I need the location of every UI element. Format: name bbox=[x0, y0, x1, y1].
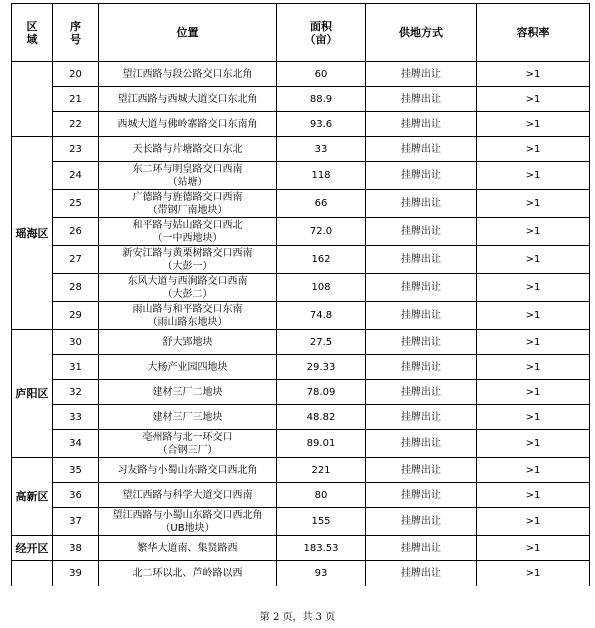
seq-cell: 34 bbox=[53, 430, 99, 458]
area-cell: 74.8 bbox=[277, 302, 366, 330]
supply-cell: 挂牌出让 bbox=[366, 87, 477, 112]
area-cell: 93 bbox=[277, 561, 366, 586]
table-row bbox=[12, 162, 590, 190]
area-cell: 60 bbox=[277, 62, 366, 87]
area-cell: 118 bbox=[277, 162, 366, 190]
location-cell bbox=[99, 536, 277, 561]
far-cell: >1 bbox=[477, 405, 590, 430]
seq-cell: 22 bbox=[53, 112, 99, 137]
table-row bbox=[12, 561, 590, 586]
seq-cell: 29 bbox=[53, 302, 99, 330]
location-cell bbox=[99, 274, 277, 302]
area-cell: 66 bbox=[277, 190, 366, 218]
far-cell: >1 bbox=[477, 87, 590, 112]
location-cell bbox=[99, 246, 277, 274]
seq-cell: 36 bbox=[53, 483, 99, 508]
table-header-row bbox=[12, 4, 590, 62]
supply-cell: 挂牌出让 bbox=[366, 458, 477, 483]
location-cell bbox=[99, 355, 277, 380]
seq-cell: 24 bbox=[53, 162, 99, 190]
area-cell: 33 bbox=[277, 137, 366, 162]
location-cell bbox=[99, 380, 277, 405]
seq-cell: 25 bbox=[53, 190, 99, 218]
area-cell: 162 bbox=[277, 246, 366, 274]
seq-cell: 28 bbox=[53, 274, 99, 302]
header-district bbox=[12, 4, 53, 62]
page-footer: 第 2 页，共 3 页 bbox=[259, 612, 336, 623]
supply-cell: 挂牌出让 bbox=[366, 380, 477, 405]
location-cell bbox=[99, 218, 277, 246]
location-line: 舒大郢地块 bbox=[162, 336, 213, 348]
table-row bbox=[12, 508, 590, 536]
header-seq bbox=[53, 4, 99, 62]
supply-cell: 挂牌出让 bbox=[366, 405, 477, 430]
supply-cell: 挂牌出让 bbox=[366, 112, 477, 137]
far-cell: >1 bbox=[477, 483, 590, 508]
district-cell bbox=[12, 561, 53, 586]
area-cell: 89.01 bbox=[277, 430, 366, 458]
far-cell: >1 bbox=[477, 561, 590, 586]
far-cell: >1 bbox=[477, 430, 590, 458]
table-row bbox=[12, 430, 590, 458]
supply-cell: 挂牌出让 bbox=[366, 330, 477, 355]
district-cell: 高新区 bbox=[12, 458, 53, 536]
area-cell: 48.82 bbox=[277, 405, 366, 430]
seq-cell: 35 bbox=[53, 458, 99, 483]
table-row bbox=[12, 112, 590, 137]
table-row bbox=[12, 483, 590, 508]
seq-cell: 31 bbox=[53, 355, 99, 380]
far-cell: >1 bbox=[477, 330, 590, 355]
table-row bbox=[12, 458, 590, 483]
area-cell: 80 bbox=[277, 483, 366, 508]
location-line: 新安江路与黄栗树路交口西南 bbox=[122, 247, 253, 259]
far-cell: >1 bbox=[477, 355, 590, 380]
far-cell: >1 bbox=[477, 218, 590, 246]
location-cell bbox=[99, 430, 277, 458]
location-cell bbox=[99, 162, 277, 190]
supply-cell: 挂牌出让 bbox=[366, 62, 477, 87]
location-line: 建材三厂三地块 bbox=[152, 411, 223, 423]
supply-cell: 挂牌出让 bbox=[366, 483, 477, 508]
table-row bbox=[12, 218, 590, 246]
far-cell: >1 bbox=[477, 137, 590, 162]
area-cell: 93.6 bbox=[277, 112, 366, 137]
location-cell bbox=[99, 330, 277, 355]
district-cell: 经开区 bbox=[12, 536, 53, 561]
location-line: 大杨产业园四地块 bbox=[147, 361, 228, 373]
seq-cell: 23 bbox=[53, 137, 99, 162]
location-cell bbox=[99, 302, 277, 330]
area-cell: 108 bbox=[277, 274, 366, 302]
location-cell bbox=[99, 137, 277, 162]
area-cell: 183.53 bbox=[277, 536, 366, 561]
location-line: （大彭一） bbox=[162, 260, 213, 272]
area-cell: 88.9 bbox=[277, 87, 366, 112]
far-cell: >1 bbox=[477, 508, 590, 536]
header-far: 容积率 bbox=[477, 4, 590, 62]
supply-cell: 挂牌出让 bbox=[366, 137, 477, 162]
location-cell bbox=[99, 458, 277, 483]
supply-cell: 挂牌出让 bbox=[366, 162, 477, 190]
location-line: 雨山路与和平路交口东南 bbox=[132, 303, 243, 315]
district-cell: 瑶海区 bbox=[12, 137, 53, 330]
location-line: 东风大道与西涧路交口西南 bbox=[127, 275, 248, 287]
area-cell: 221 bbox=[277, 458, 366, 483]
location-line: （站塘） bbox=[167, 176, 208, 188]
location-line: 繁华大道南、集贤路西 bbox=[137, 542, 238, 554]
location-cell bbox=[99, 483, 277, 508]
header-area-line: 面积 bbox=[310, 19, 332, 33]
table-row bbox=[12, 274, 590, 302]
table-row bbox=[12, 380, 590, 405]
far-cell: >1 bbox=[477, 274, 590, 302]
location-line: 东二环与明皇路交口西南 bbox=[132, 163, 243, 175]
seq-cell: 38 bbox=[53, 536, 99, 561]
location-line: 望江西路与小蜀山东路交口西北角 bbox=[112, 509, 263, 521]
supply-cell: 挂牌出让 bbox=[366, 355, 477, 380]
header-area-line: （亩） bbox=[304, 32, 338, 46]
supply-cell: 挂牌出让 bbox=[366, 508, 477, 536]
supply-cell: 挂牌出让 bbox=[366, 274, 477, 302]
location-line: 望江西路与西城大道交口东北角 bbox=[117, 93, 258, 105]
supply-cell: 挂牌出让 bbox=[366, 246, 477, 274]
seq-cell: 26 bbox=[53, 218, 99, 246]
location-line: 北二环以北、芦岭路以西 bbox=[132, 567, 243, 579]
area-cell: 29.33 bbox=[277, 355, 366, 380]
supply-cell: 挂牌出让 bbox=[366, 430, 477, 458]
location-cell bbox=[99, 405, 277, 430]
seq-cell: 32 bbox=[53, 380, 99, 405]
location-line: 和平路与姑山路交口西北 bbox=[132, 219, 243, 231]
location-line: 亳州路与北一环交口 bbox=[142, 431, 233, 443]
table-row bbox=[12, 87, 590, 112]
location-line: （大彭二） bbox=[162, 288, 213, 300]
seq-cell: 20 bbox=[53, 62, 99, 87]
area-cell: 72.0 bbox=[277, 218, 366, 246]
table-row bbox=[12, 405, 590, 430]
supply-cell: 挂牌出让 bbox=[366, 561, 477, 586]
header-seq-line: 号 bbox=[70, 32, 81, 46]
location-line: （一中西地块） bbox=[152, 232, 223, 244]
location-line: 广德路与旌德路交口西南 bbox=[132, 191, 243, 203]
seq-cell: 21 bbox=[53, 87, 99, 112]
header-seq-line: 序 bbox=[70, 19, 81, 33]
location-line: 习友路与小蜀山东路交口西北角 bbox=[117, 464, 258, 476]
header-location: 位置 bbox=[99, 4, 277, 62]
table-row bbox=[12, 330, 590, 355]
location-cell bbox=[99, 508, 277, 536]
supply-cell: 挂牌出让 bbox=[366, 218, 477, 246]
far-cell: >1 bbox=[477, 458, 590, 483]
location-cell bbox=[99, 87, 277, 112]
table-row bbox=[12, 246, 590, 274]
location-line: 西城大道与佛岭寨路交口东南角 bbox=[117, 118, 258, 130]
supply-cell: 挂牌出让 bbox=[366, 536, 477, 561]
table-row bbox=[12, 302, 590, 330]
location-line: 望江西路与段公路交口东北角 bbox=[122, 68, 253, 80]
far-cell: >1 bbox=[477, 380, 590, 405]
seq-cell: 30 bbox=[53, 330, 99, 355]
location-line: 天长路与片塘路交口东北 bbox=[132, 143, 243, 155]
location-line: （雨山路东地块） bbox=[147, 316, 228, 328]
area-cell: 27.5 bbox=[277, 330, 366, 355]
location-line: （带钢厂南地块） bbox=[147, 204, 228, 216]
location-line: 建材三厂二地块 bbox=[152, 386, 223, 398]
header-area bbox=[277, 4, 366, 62]
table-row bbox=[12, 355, 590, 380]
location-cell bbox=[99, 190, 277, 218]
far-cell: >1 bbox=[477, 536, 590, 561]
location-cell bbox=[99, 561, 277, 586]
far-cell: >1 bbox=[477, 62, 590, 87]
far-cell: >1 bbox=[477, 190, 590, 218]
location-line: 望江西路与科学大道交口西南 bbox=[122, 489, 253, 501]
table-body bbox=[12, 62, 590, 586]
far-cell: >1 bbox=[477, 302, 590, 330]
district-cell bbox=[12, 62, 53, 137]
header-district-line: 区 bbox=[26, 19, 38, 33]
location-cell bbox=[99, 62, 277, 87]
far-cell: >1 bbox=[477, 112, 590, 137]
district-cell: 庐阳区 bbox=[12, 330, 53, 458]
table-row bbox=[12, 137, 590, 162]
table-row bbox=[12, 62, 590, 87]
seq-cell: 27 bbox=[53, 246, 99, 274]
location-line: （合钢三厂） bbox=[157, 444, 218, 456]
far-cell: >1 bbox=[477, 162, 590, 190]
supply-cell: 挂牌出让 bbox=[366, 302, 477, 330]
header-supply: 供地方式 bbox=[366, 4, 477, 62]
area-cell: 78.09 bbox=[277, 380, 366, 405]
location-line: （UB地块） bbox=[160, 522, 215, 534]
supply-cell: 挂牌出让 bbox=[366, 190, 477, 218]
table-row bbox=[12, 536, 590, 561]
seq-cell: 37 bbox=[53, 508, 99, 536]
seq-cell: 33 bbox=[53, 405, 99, 430]
table-row bbox=[12, 190, 590, 218]
seq-cell: 39 bbox=[53, 561, 99, 586]
far-cell: >1 bbox=[477, 246, 590, 274]
location-cell bbox=[99, 112, 277, 137]
header-district-line: 域 bbox=[26, 32, 38, 46]
land-supply-table bbox=[11, 3, 590, 586]
area-cell: 155 bbox=[277, 508, 366, 536]
